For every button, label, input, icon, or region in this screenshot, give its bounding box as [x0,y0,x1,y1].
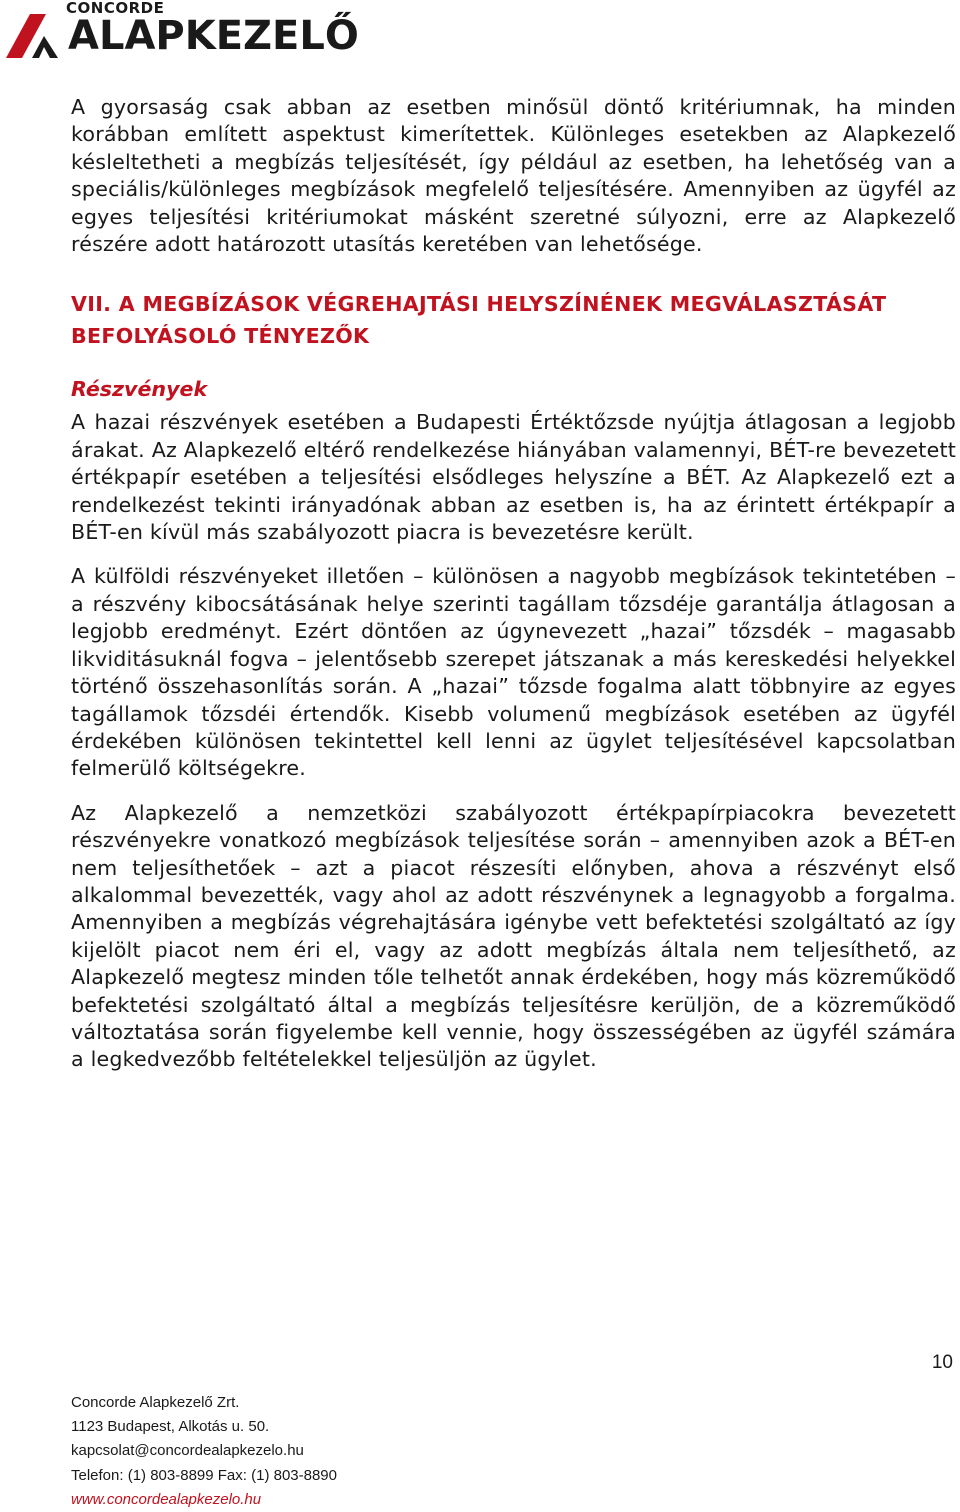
footer [71,1391,337,1512]
paragraph-foreign-shares: A külföldi részvényeket illetően – különösen a nagyobb megbízások tekintetében – a részvény kibocsátásának helye szerinti tagállam tőzsdéje garantálja átlagosan a legjobb eredményt. Ezért döntően az úgynevezett „hazai” tőzsdék – magasabb likviditásuknál fogva – jelentősebb szerepet játszanak a más kereskedési helyekkel történő összehasonlítás során. A „hazai” tőzsde fogalma alatt többnyire az egyes tagállamok tőzsdéi értendők. Kisebb volumenű megbízások esetében az ügyfél érdekében különösen tekintettel kell lenni az ügylet teljesítésével kapcsolatban felmerülő költségekre. [71,564,956,781]
document-body [71,94,956,1074]
paragraph-speed: A gyorsaság csak abban az esetben minősül döntő kritériumnak, ha minden korábban említett aspektust kimerítettek. Különleges esetekben az Alapkezelő késleltetheti a megbízás teljesítését, így például az esetben, ha lehetőség van a speciális/különleges megbízások megfelelő teljesítésére. Amennyiben az ügyfél az egyes teljesítési kritériumokat másként szeretné súlyozni, erre az Alapkezelő részére adott határozott utasítás keretében van lehetősége. [71,95,956,257]
section-heading: VII. A MEGBÍZÁSOK VÉGREHAJTÁSI HELYSZÍNÉNEK MEGVÁLASZTÁSÁT BEFOLYÁSOLÓ TÉNYEZŐK [71,292,887,349]
paragraph-international-markets: Az Alapkezelő a nemzetközi szabályozott értékpapírpiacokra bevezetett részvényekre vonatkozó megbízások teljesítése során – amennyiben azok a BÉT-en nem teljesíthetőek – azt a piacot részesíti előnyben, ahova a részvényt első alkalommal bevezették, vagy ahol az adott részvénynek a legnagyobb a forgalma. Amennyiben a megbízás végrehajtására igénybe vett befektetési szolgáltató az így kijelölt piacot nem éri el, vagy az adott megbízás általa nem teljesíthető, az Alapkezelő megtesz minden tőle telhetőt annak érdekében, hogy más közreműködő befektetési szolgáltató által a megbízás teljesítésre kerüljön, de a közreműködő változtatása során figyelembe kell vennie, hogy összességében az ügyfél számára a legkedvezőbb feltételekkel teljesüljön az ügylet. [71,800,956,1072]
footer-email[interactable]: kapcsolat@concordealapkezelo.hu [71,1442,304,1460]
company-logo [6,0,406,62]
page-number: 10 [931,1352,953,1373]
footer-phone: Telefon: (1) 803-8899 Fax: (1) 803-8890 [71,1466,337,1484]
logo-brand-small: CONCORDE [66,0,165,17]
footer-company: Concorde Alapkezelő Zrt. [71,1394,240,1411]
subsection-heading: Részvények [71,377,208,402]
concorde-logo-icon [6,14,68,58]
footer-address: 1123 Budapest, Alkotás u. 50. [71,1418,270,1436]
logo-brand-big: ALAPKEZELŐ [68,13,359,59]
paragraph-domestic-shares: A hazai részvények esetében a Budapesti Értéktőzsde nyújtja átlagosan a legjobb árakat. Az Alapkezelő eltérő rendelkezése hiányában valamennyi, BÉT-re bevezetett értékpapír esetében a teljesítési elsődleges helyszíne a BÉT. Az Alapkezelő ezt a rendelkezést tekinti irányadónak abban az esetben is, ha az érintett értékpapír a BÉT-en kívül más szabályozott piacra is bevezetésre került. [71,410,956,545]
footer-website-link[interactable]: www.concordealapkezelo.hu [71,1490,262,1508]
